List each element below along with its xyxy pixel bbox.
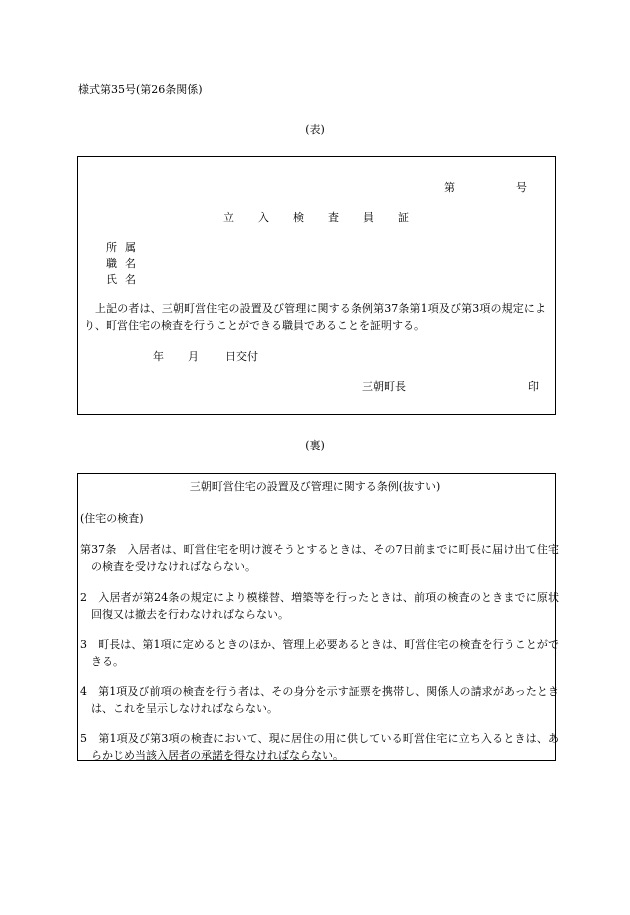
number-suffix: 号	[516, 181, 527, 194]
card-title: 立入検査員証	[223, 211, 433, 224]
ordinance-title: 三朝町営住宅の設置及び管理に関する条例(抜すい)	[189, 480, 441, 493]
field-label-position: 職名	[106, 257, 144, 270]
form-number: 様式第35号(第26条関係)	[78, 83, 203, 96]
back-section-label: (裏)	[305, 439, 325, 452]
issuer-name: 三朝町長	[362, 380, 406, 393]
number-prefix: 第	[444, 181, 455, 194]
article-37-paragraph-5: 5 第1項及び第3項の検査において、現に居住の用に供している町営住宅に立ち入るときは、あらかじめ当該入居者の承諾を得なければならない。	[80, 732, 559, 762]
date-month: 月	[188, 350, 199, 363]
article-37-paragraph-1: 第37条 入居者は、町営住宅を明け渡そうとするときは、その7日前までに町長に届け出て住宅の検査を受けなければならない。	[80, 543, 559, 573]
date-year: 年	[153, 350, 164, 363]
front-card	[77, 156, 556, 415]
article-37-paragraph-3: 3 町長は、第1項に定めるときのほか、管理上必要あるときは、町営住宅の検査を行うことができる。	[80, 638, 559, 668]
field-label-name: 氏名	[106, 273, 144, 286]
seal-mark: 印	[528, 380, 539, 393]
certification-statement: 上記の者は、三朝町営住宅の設置及び管理に関する条例第37条第1項及び第3項の規定により、町営住宅の検査を行うことができる職員であることを証明する。	[84, 302, 546, 332]
ordinance-subheading: (住宅の検査)	[80, 512, 144, 525]
field-label-affiliation: 所属	[106, 241, 144, 254]
article-37-paragraph-4: 4 第1項及び前項の検査を行う者は、その身分を示す証票を携帯し、関係人の請求があったときは、これを呈示しなければならない。	[80, 685, 559, 715]
article-37-paragraph-2: 2 入居者が第24条の規定により模様替、増築等を行ったときは、前項の検査のときまでに原状回復又は撤去を行わなければならない。	[80, 591, 559, 621]
date-day-issued: 日交付	[225, 350, 258, 363]
front-section-label: (表)	[305, 123, 325, 136]
